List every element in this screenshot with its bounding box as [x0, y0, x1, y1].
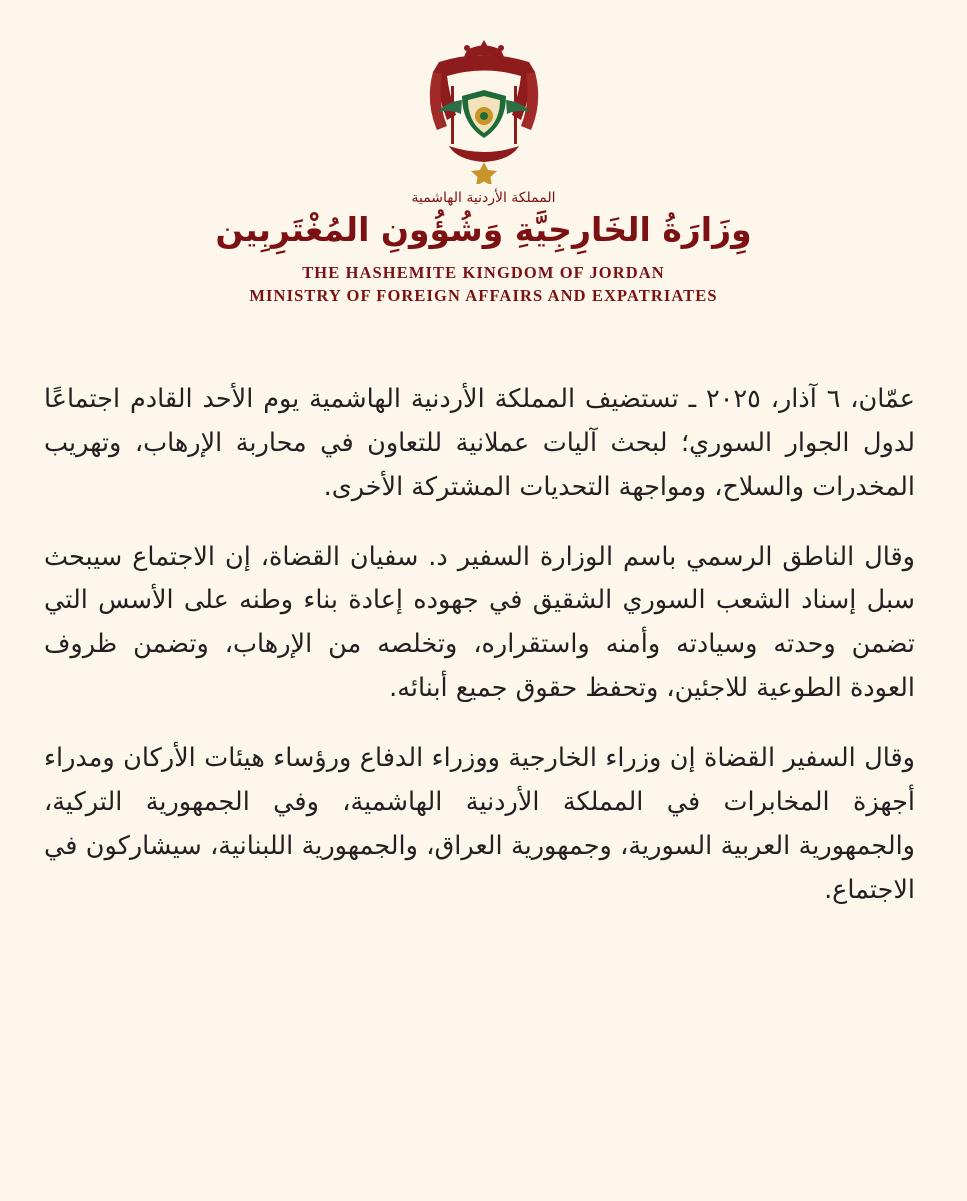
letterhead-english-ministry: MINISTRY OF FOREIGN AFFAIRS AND EXPATRIATES	[249, 286, 718, 305]
letterhead-arabic-kingdom: المملكة الأردنية الهاشمية	[411, 190, 556, 206]
paragraph: وقال الناطق الرسمي باسم الوزارة السفير د. سفيان القضاة، إن الاجتماع سيبحث سبل إسناد الشعب السوري الشقيق في جهوده إعادة بناء وطنه على الأسس التي تضمن وحدته وسيادته وأمنه واستقراره، وتخلصه من الإرهاب، وتضمن ظروف العودة الطوعية للاجئين، وتحفظ حقوق جميع أبنائه.	[44, 541, 915, 704]
letterhead-english-kingdom: THE HASHEMITE KINGDOM OF JORDAN	[302, 263, 665, 282]
paragraph: وقال السفير القضاة إن وزراء الخارجية ووزراء الدفاع ورؤساء هيئات الأركان ومدراء أجهزة المخابرات في المملكة الأردنية الهاشمية، وفي الجمهورية التركية، والجمهورية العربية السورية، وجمهورية العراق، والجمهورية اللبنانية، سيشاركون في الاجتماع.	[44, 743, 915, 905]
letterhead	[0, 0, 967, 306]
letterhead-arabic-ministry: وِزَارَةُ الخَارِجِيَّةِ وَشُؤُونِ المُغْتَرِبِين	[215, 210, 752, 249]
paragraph: عمّان، ٦ آذار، ٢٠٢٥ ـ تستضيف المملكة الأردنية الهاشمية يوم الأحد القادم اجتماعًا لدول الجوار السوري؛ لبحث آليات عملانية للتعاون في محاربة الإرهاب، وتهريب المخدرات والسلاح، ومواجهة التحديات المشتركة الأخرى.	[44, 384, 915, 502]
statement-body	[0, 378, 967, 912]
jordan-coat-of-arms-icon	[399, 34, 569, 184]
